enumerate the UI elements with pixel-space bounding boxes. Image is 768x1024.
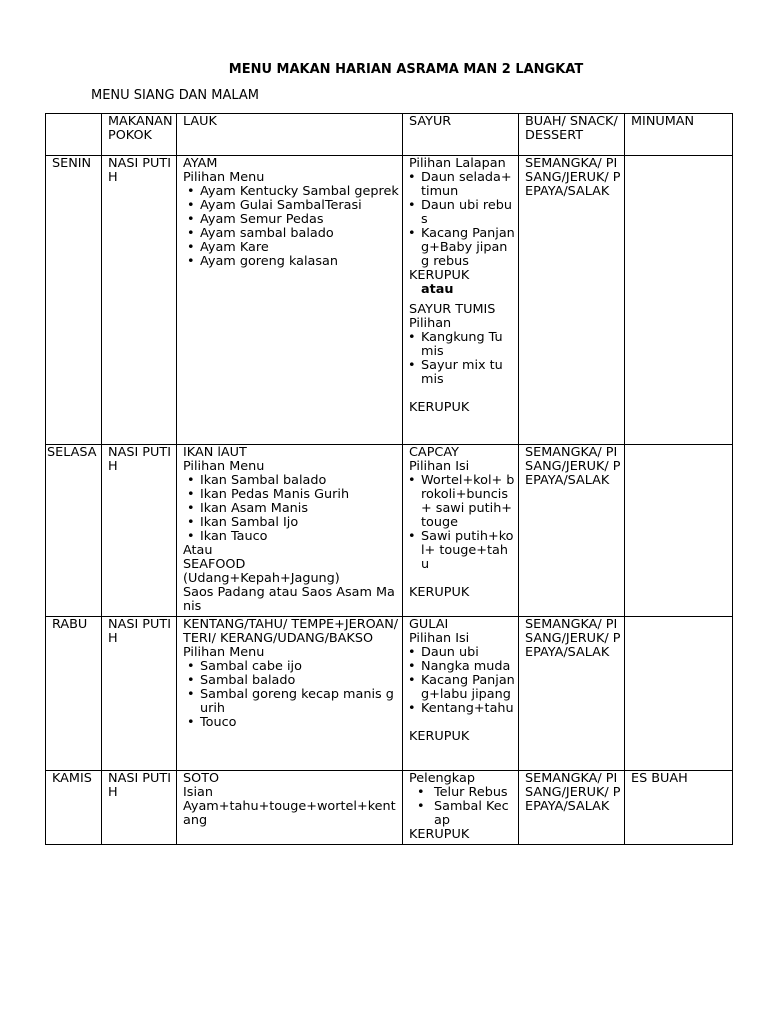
buah-cell: SEMANGKA/ PISANG/JERUK/ PEPAYA/SALAK: [519, 771, 625, 845]
lauk-note: SEAFOOD: [183, 557, 246, 572]
sayur-title: GULAI: [409, 617, 449, 632]
minuman-cell: [625, 445, 733, 617]
lauk-list: [183, 185, 399, 269]
list-item: • Sambal cabe ijo: [200, 660, 399, 674]
lauk-list: [183, 474, 399, 544]
pokok-cell: NASI PUTIH: [102, 771, 177, 845]
table-row: [46, 771, 733, 845]
lauk-note: Atau: [183, 543, 213, 558]
list-item: • Ikan Pedas Manis Gurih: [200, 488, 399, 502]
header-cell: SAYUR: [403, 114, 519, 156]
lauk-subtitle: Pilihan Menu: [183, 170, 265, 185]
lauk-subtitle: Pilihan Menu: [183, 645, 265, 660]
minuman-cell: [625, 617, 733, 771]
list-item: • Daun ubi rebus: [421, 199, 515, 227]
buah-cell: SEMANGKA/ PISANG/JERUK/ PEPAYA/SALAK: [519, 156, 625, 445]
lauk-text: Ayam+tahu+touge+wortel+kentang: [183, 799, 396, 828]
list-item: • Wortel+kol+ brokoli+buncis+ sawi putih+touge: [421, 474, 515, 530]
sayur-subtitle-2: Pilihan: [409, 316, 452, 331]
list-item: • Ikan Asam Manis: [200, 502, 399, 516]
lauk-note: (Udang+Kepah+Jagung): [183, 571, 340, 586]
header-cell: [46, 114, 102, 156]
header-cell: MAKANAN POKOK: [102, 114, 177, 156]
lauk-title: AYAM: [183, 156, 218, 171]
list-item: • Sambal goreng kecap manis gurih: [200, 688, 399, 716]
lauk-title: KENTANG/TAHU/ TEMPE+JEROAN/TERI/ KERANG/UDANG/BAKSO: [183, 617, 399, 646]
lauk-cell: [177, 771, 403, 845]
sayur-list: [409, 171, 515, 269]
pokok-cell: NASI PUTIH: [102, 156, 177, 445]
table-header-row: [46, 114, 733, 156]
minuman-cell: ES BUAH: [625, 771, 733, 845]
kerupuk-label: KERUPUK: [409, 400, 470, 415]
pokok-cell: NASI PUTIH: [102, 617, 177, 771]
lauk-cell: [177, 156, 403, 445]
table-row: [46, 617, 733, 771]
sayur-cell: [403, 617, 519, 771]
list-item: • Ikan Sambal balado: [200, 474, 399, 488]
sayur-cell: [403, 445, 519, 617]
list-item: • Ayam Kare: [200, 241, 399, 255]
lauk-note: Saos Padang atau Saos Asam Manis: [183, 585, 395, 614]
atau-label: atau: [421, 282, 454, 297]
sayur-cell: [403, 156, 519, 445]
header-cell: LAUK: [177, 114, 403, 156]
list-item: • Kacang Panjang+Baby jipang rebus: [421, 227, 515, 269]
pokok-cell: NASI PUTIH: [102, 445, 177, 617]
buah-cell: SEMANGKA/ PISANG/JERUK/ PEPAYA/SALAK: [519, 445, 625, 617]
minuman-cell: [625, 156, 733, 445]
sayur-list: [409, 646, 515, 716]
list-item: • Daun selada+timun: [421, 171, 515, 199]
buah-cell: SEMANGKA/ PISANG/JERUK/ PEPAYA/SALAK: [519, 617, 625, 771]
list-item: • Ayam Kentucky Sambal geprek: [200, 185, 399, 199]
lauk-cell: [177, 445, 403, 617]
day-cell: RABU: [46, 617, 102, 771]
list-item: • Ayam Semur Pedas: [200, 213, 399, 227]
list-item: • Sawi putih+kol+ touge+tahu: [421, 530, 515, 572]
sayur-title: Pelengkap: [409, 771, 475, 786]
kerupuk-label: KERUPUK: [409, 268, 470, 283]
list-item: • Sambal balado: [200, 674, 399, 688]
list-item: • Nangka muda: [421, 660, 515, 674]
lauk-subtitle: Pilihan Menu: [183, 459, 265, 474]
list-item: • Kentang+tahu: [421, 702, 515, 716]
sayur-list: [409, 786, 515, 828]
sayur-list-2: [409, 331, 515, 387]
table-row: [46, 445, 733, 617]
sayur-subtitle: Pilihan Isi: [409, 459, 470, 474]
header-cell: MINUMAN: [625, 114, 733, 156]
header-cell: BUAH/ SNACK/ DESSERT: [519, 114, 625, 156]
document-subtitle: MENU SIANG DAN MALAM: [91, 88, 260, 103]
list-item: • Ayam Gulai SambalTerasi: [200, 199, 399, 213]
day-cell: SENIN: [46, 156, 102, 445]
list-item: • Sayur mix tumis: [421, 359, 515, 387]
list-item: • Ayam sambal balado: [200, 227, 399, 241]
list-item: • Ikan Tauco: [200, 530, 399, 544]
sayur-title-2: SAYUR TUMIS: [409, 302, 496, 317]
kerupuk-label: KERUPUK: [409, 585, 470, 600]
list-item: • Sambal Kecap: [430, 800, 515, 828]
day-cell: KAMIS: [46, 771, 102, 845]
list-item: • Daun ubi: [421, 646, 515, 660]
lauk-cell: [177, 617, 403, 771]
menu-table: [45, 113, 733, 845]
list-item: • Touco: [200, 716, 399, 730]
sayur-list: [409, 474, 515, 572]
table-row: [46, 156, 733, 445]
sayur-title: Pilihan Lalapan: [409, 156, 506, 171]
document-title: MENU MAKAN HARIAN ASRAMA MAN 2 LANGKAT: [228, 62, 584, 77]
lauk-subtitle: Isian: [183, 785, 213, 800]
list-item: • Ikan Sambal Ijo: [200, 516, 399, 530]
list-item: • Kacang Panjang+labu jipang: [421, 674, 515, 702]
sayur-subtitle: Pilihan Isi: [409, 631, 470, 646]
lauk-title: IKAN lAUT: [183, 445, 247, 460]
list-item: • Kangkung Tumis: [421, 331, 515, 359]
lauk-title: SOTO: [183, 771, 220, 786]
sayur-cell: [403, 771, 519, 845]
list-item: • Telur Rebus: [430, 786, 515, 800]
day-cell: SELASA: [46, 445, 102, 617]
list-item: • Ayam goreng kalasan: [200, 255, 399, 269]
sayur-title: CAPCAY: [409, 445, 459, 460]
lauk-list: [183, 660, 399, 730]
kerupuk-label: KERUPUK: [409, 729, 470, 744]
kerupuk-label: KERUPUK: [409, 827, 470, 842]
